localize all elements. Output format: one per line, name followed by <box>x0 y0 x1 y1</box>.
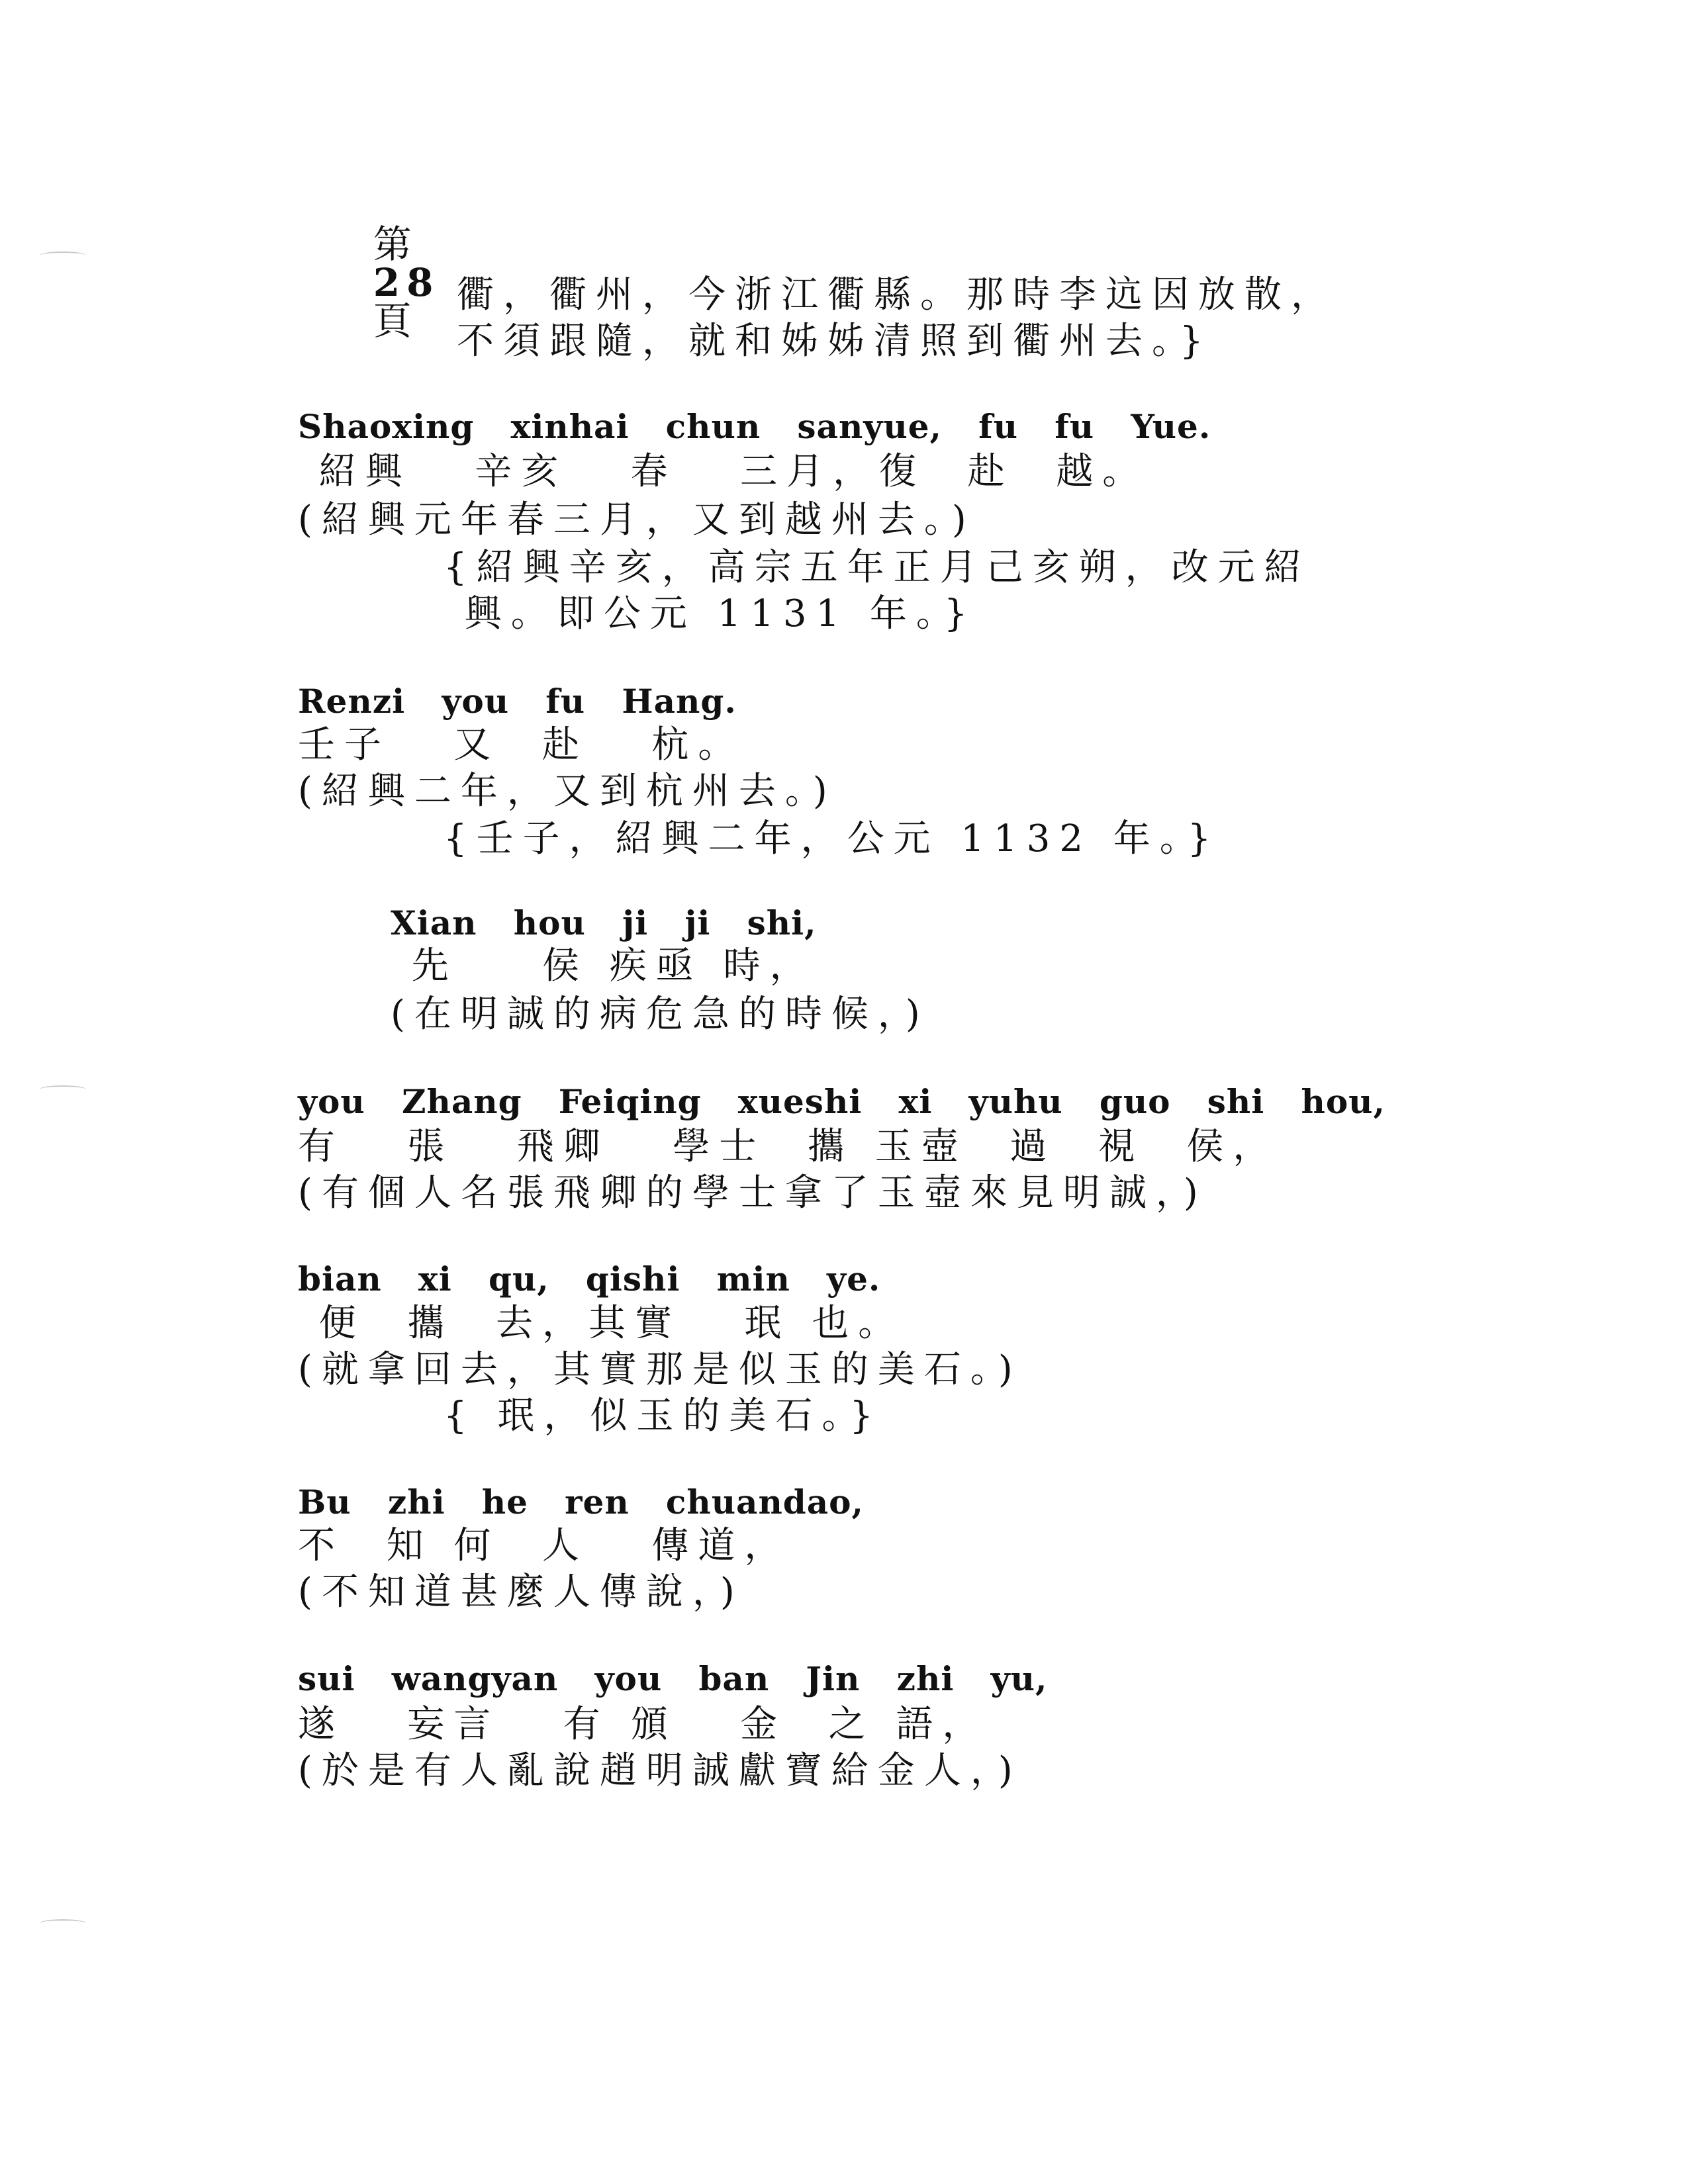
chinese-line: 有 張 飛卿 學士 攜 玉壺 過 視 侯， <box>298 1125 1280 1168</box>
note-line: {紹興辛亥，高宗五年正月己亥朔，改元紹 <box>444 546 1311 589</box>
chinese-line: 不 知 何 人 傳道， <box>298 1524 791 1567</box>
chinese-line: 先 侯 疾亟 時， <box>391 944 816 987</box>
chinese-line: 便 攜 去，其實 珉 也。 <box>298 1302 905 1345</box>
pinyin-line: you Zhang Feiqing xueshi xi yuhu guo shi hou, <box>298 1082 1385 1121</box>
translation-line: (於是有人亂說趙明誠獻寶給金人，) <box>298 1749 1022 1792</box>
page-header-prefix: 第 <box>373 222 418 267</box>
pinyin-line: sui wangyan you ban Jin zhi yu, <box>298 1659 1048 1698</box>
pinyin-line: Bu zhi he ren chuandao, <box>298 1482 864 1522</box>
margin-scan-mark-3 <box>40 1919 86 1927</box>
note-line: { 珉，似玉的美石。} <box>444 1394 883 1437</box>
translation-line: (紹興二年，又到杭州去。) <box>298 770 837 813</box>
chinese-line: 紹興 辛亥 春 三月，復 赴 越。 <box>298 450 1149 493</box>
note-line: 興。即公元 1131 年。} <box>444 592 977 635</box>
note-line: 衢，衢州，今浙江衢縣。那時李迒因放散， <box>457 273 1337 316</box>
margin-scan-mark-1 <box>40 251 86 259</box>
translation-line: (在明誠的病危急的時候，) <box>391 993 929 1036</box>
pinyin-line: Shaoxing xinhai chun sanyue, fu fu Yue. <box>298 407 1211 446</box>
margin-scan-mark-2 <box>40 1085 86 1093</box>
pinyin-line: Renzi you fu Hang. <box>298 682 737 721</box>
translation-line: (紹興元年春三月，又到越州去。) <box>298 498 976 541</box>
translation-line: (不知道甚麼人傳說，) <box>298 1570 744 1614</box>
note-line: {壬子，紹興二年，公元 1132 年。} <box>444 817 1221 860</box>
translation-line: (有個人名張飛卿的學士拿了玉壺來見明誠，) <box>298 1171 1207 1214</box>
pinyin-line: Xian hou ji ji shi, <box>391 903 817 942</box>
chinese-line: 遂 妄言 有 頒 金 之 語， <box>298 1703 989 1746</box>
page-header-suffix: 頁 <box>373 298 418 343</box>
chinese-line: 壬子 又 赴 杭。 <box>298 723 745 766</box>
pinyin-line: bian xi qu, qishi min ye. <box>298 1259 881 1298</box>
page-number: 28 <box>373 260 440 305</box>
translation-line: (就拿回去，其實那是似玉的美石。) <box>298 1348 1022 1391</box>
page-header <box>298 187 440 379</box>
note-line: 不須跟隨，就和姊姊清照到衢州去。} <box>457 320 1213 363</box>
